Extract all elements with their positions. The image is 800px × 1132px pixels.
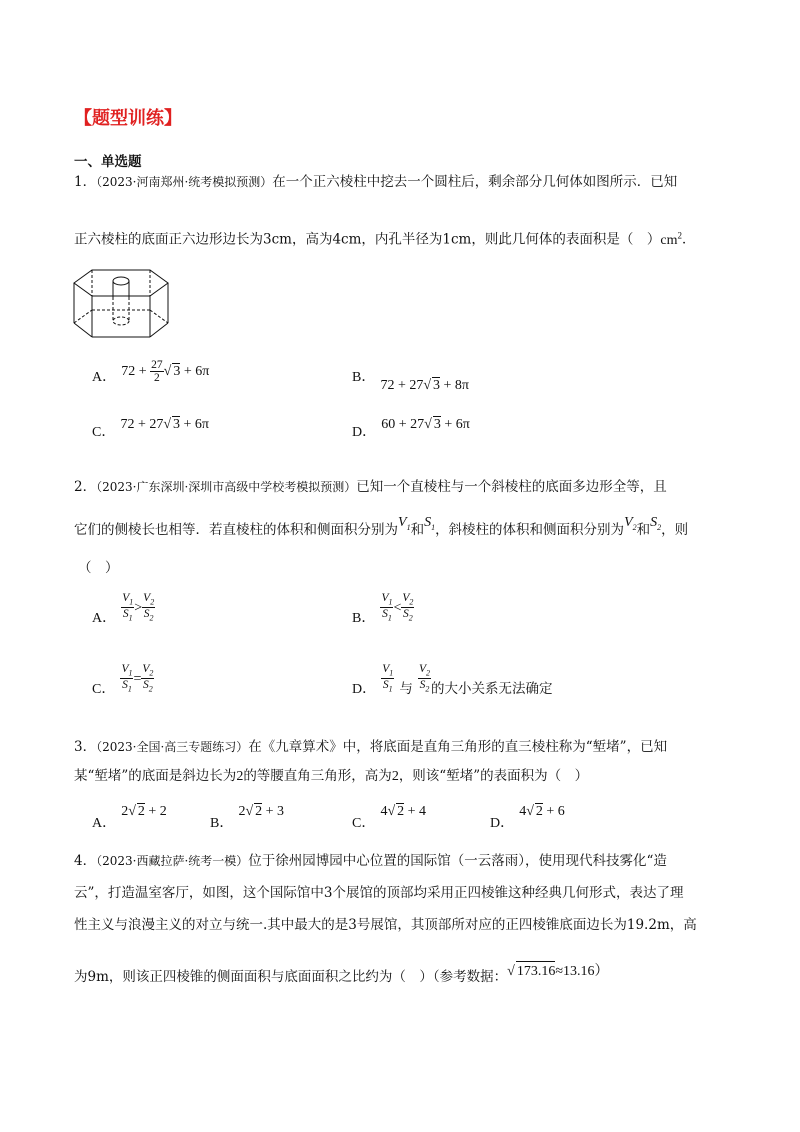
- q3-option-c[interactable]: C． 4√ 2 + 4: [352, 804, 427, 831]
- q2-option-b[interactable]: B． $\frac{V_1}{S_1}$ < $\frac{V_2}{S_2}$: [352, 592, 414, 626]
- q3-number: 3．: [74, 739, 97, 755]
- q1-number: 1．: [74, 174, 97, 190]
- q1-line1: [74, 172, 677, 192]
- q2-paren: （ ）: [78, 560, 119, 576]
- q2-number: 2．: [74, 479, 97, 495]
- q4-line1: 4．（2023·西藏拉萨·统考一模）位于徐州园博园中心位置的国际馆（一云落雨），使用现代科技雾化“造: [74, 853, 667, 869]
- q3-line1: 3．（2023·全国·高三专题练习）在《九章算术》中，将底面是直角三角形的直三棱柱称为“堑堵”，已知: [74, 739, 668, 755]
- hexagonal-prism-figure: [72, 265, 172, 340]
- q2-option-d[interactable]: D． $\frac{V_1}{S_1}$ $_与$ $\frac{V_2}{S_2}$ $_{的大小关系无法确定}$: [352, 663, 553, 697]
- q1-unit: $cm^2$: [660, 230, 682, 248]
- q1-source: （2023·河南郑州·统考模拟预测）: [96, 175, 273, 189]
- q4-line2: 云”，打造温室客厅，如图，这个国际馆中3个展馆的顶部均采用正四棱锥这种经典几何形式，表达了理: [74, 885, 684, 901]
- q4-line3: 性主义与浪漫主义的对立与统一.其中最大的是3号展馆，其顶部所对应的正四棱锥底面边长为19.2m，高: [74, 917, 697, 933]
- q2-option-a[interactable]: A． $\frac{V_1}{S_1}$ > $\frac{V_2}{S_2}$: [92, 592, 155, 626]
- q1-text1: 在一个正六棱柱中挖去一个圆柱后，剩余部分几何体如图所示．已知: [272, 174, 678, 190]
- q3-source: （2023·全国·高三专题练习）: [96, 740, 249, 754]
- q2-option-c[interactable]: C． $\frac{V_1}{S_1}$ = $\frac{V_2}{S_2}$: [92, 663, 154, 697]
- q3-option-d[interactable]: D． 4√ 2 + 6: [490, 804, 565, 831]
- q1-option-a[interactable]: A． 72 + $\frac{27}{2}$ √ 3 + 6π: [92, 359, 210, 385]
- q4-source: （2023·西藏拉萨·统考一模）: [96, 854, 249, 868]
- q1-text2: 正六棱柱的底面正六边形边长为3cm，高为4cm，内孔半径为1cm，则此几何体的表面积是（ ）: [74, 231, 661, 248]
- q1-option-c[interactable]: C． 72 + 27√ 3 + 6π: [92, 417, 209, 440]
- q4-number: 4．: [74, 853, 97, 869]
- q1-line2: 正六棱柱的底面正六边形边长为3cm，高为4cm，内孔半径为1cm，则此几何体的表面积是（ ）$cm^2$．: [74, 230, 696, 248]
- q2-source: （2023·广东深圳·深圳市高级中学校考模拟预测）: [96, 480, 357, 494]
- q1-option-b[interactable]: B． 72 + 27√ 3 + 8π: [352, 370, 469, 393]
- q3-option-a[interactable]: A． 2√ 2 + 2: [92, 804, 167, 831]
- q4-line4: 为9m，则该正四棱锥的侧面面积与底面面积之比约为（ ）（参考数据：√ 173.16≈13.16）: [74, 967, 609, 988]
- q3-option-b[interactable]: B． 2√ 2 + 3: [210, 804, 285, 831]
- q2-line2: 它们的侧棱长也相等．若直棱柱的体积和侧面积分别为$V_1$和$S_1$，斜棱柱的体积和侧面积分别为$V_2$和$S_2$，则: [74, 515, 689, 538]
- q3-line2: 某“堑堵”的底面是斜边长为2的等腰直角三角形，高为2，则该“堑堵”的表面积为（ ）: [74, 768, 589, 784]
- q2-line1: 2．（2023·广东深圳·深圳市高级中学校考模拟预测）已知一个直棱柱与一个斜棱柱的底面多边形全等，且: [74, 479, 667, 495]
- section-heading: 一、单选题: [74, 154, 142, 170]
- page-title: 【题型训练】: [74, 108, 182, 129]
- q1-option-d[interactable]: D． 60 + 27√ 3 + 6π: [352, 417, 470, 440]
